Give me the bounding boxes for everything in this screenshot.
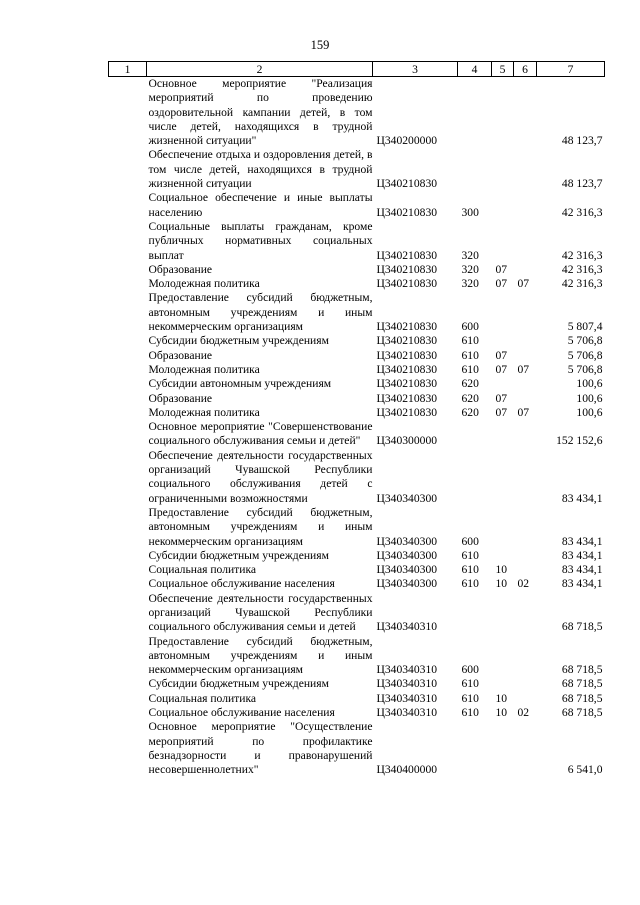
row-section-cell — [492, 549, 514, 563]
row-number-cell — [109, 291, 147, 334]
row-code-cell: Ц340200000 — [376, 134, 438, 148]
row-subsection-cell — [514, 506, 537, 549]
table-row — [109, 677, 605, 691]
row-expense-type-cell — [458, 420, 492, 449]
row-number-cell — [109, 392, 147, 406]
row-amount-cell: 42 316,3 — [561, 248, 603, 262]
row-name-cell: Социальные выплаты гражданам, кроме публичных нормативных социальных выплат — [148, 219, 373, 262]
row-amount-cell: 5 706,8 — [567, 362, 603, 376]
row-section-cell: 07 — [495, 405, 508, 419]
row-code-cell: Ц340340300 — [376, 548, 438, 562]
row-code-cell: Ц340300000 — [376, 434, 438, 448]
row-number-cell — [109, 706, 147, 720]
row-subsection-cell: 02 — [517, 577, 530, 591]
table-row — [109, 549, 605, 563]
row-section-cell — [492, 592, 514, 635]
row-number-cell — [109, 506, 147, 549]
row-code-cell: Ц340340310 — [376, 691, 438, 705]
table-row — [109, 349, 605, 363]
row-section-cell — [492, 720, 514, 777]
row-number-cell — [109, 334, 147, 348]
row-name-cell: Субсидии бюджетным учреждениям — [148, 677, 329, 691]
table-row — [109, 334, 605, 348]
row-name-cell: Обеспечение отдыха и оздоровления детей, в том числе детей, находящихся в трудной жизненной ситуации — [148, 148, 373, 191]
row-section-cell — [492, 291, 514, 334]
row-name-cell: Обеспечение деятельности государственных организаций Чувашской Республики социального обслуживания семьи и детей — [148, 591, 373, 634]
table-row — [109, 392, 605, 406]
row-amount-cell: 100,6 — [576, 405, 603, 419]
row-number-cell — [109, 148, 147, 191]
row-expense-type-cell: 320 — [461, 248, 479, 262]
row-name-cell: Социальная политика — [148, 563, 257, 577]
row-section-cell: 10 — [495, 563, 508, 577]
row-code-cell: Ц340210830 — [376, 362, 438, 376]
table-body — [109, 77, 605, 778]
row-name-cell: Основное мероприятие "Совершенствование социального обслуживания семьи и детей" — [148, 420, 373, 448]
row-code-cell: Ц340210830 — [376, 391, 438, 405]
row-code-cell: Ц340340310 — [376, 706, 438, 720]
row-expense-type-cell: 610 — [461, 362, 479, 376]
row-subsection-cell — [514, 148, 537, 191]
row-expense-type-cell: 610 — [461, 691, 479, 705]
row-name-cell: Образование — [148, 262, 213, 276]
row-expense-type-cell: 610 — [461, 348, 479, 362]
row-number-cell — [109, 449, 147, 506]
row-amount-cell: 83 434,1 — [561, 577, 603, 591]
row-number-cell — [109, 377, 147, 391]
table-row — [109, 563, 605, 577]
row-amount-cell: 5 807,4 — [567, 320, 603, 334]
row-name-cell: Молодежная политика — [148, 405, 260, 419]
row-expense-type-cell — [458, 77, 492, 149]
row-amount-cell: 83 434,1 — [561, 563, 603, 577]
row-expense-type-cell: 610 — [461, 548, 479, 562]
row-name-cell: Субсидии автономным учреждениям — [148, 377, 332, 391]
row-number-cell — [109, 720, 147, 777]
row-subsection-cell — [514, 563, 537, 577]
row-number-cell — [109, 263, 147, 277]
row-number-cell — [109, 592, 147, 635]
row-section-cell — [492, 191, 514, 220]
row-code-cell: Ц340210830 — [376, 320, 438, 334]
table-row — [109, 191, 605, 220]
table-row — [109, 291, 605, 334]
table-row — [109, 77, 605, 149]
row-code-cell: Ц340210830 — [376, 177, 438, 191]
row-section-cell — [492, 148, 514, 191]
row-name-cell: Субсидии бюджетным учреждениям — [148, 334, 329, 348]
row-expense-type-cell: 600 — [461, 320, 479, 334]
row-subsection-cell — [514, 334, 537, 348]
row-section-cell — [492, 677, 514, 691]
row-expense-type-cell: 620 — [461, 377, 479, 391]
row-subsection-cell — [514, 677, 537, 691]
row-code-cell: Ц340340310 — [376, 663, 438, 677]
row-number-cell — [109, 549, 147, 563]
row-expense-type-cell — [458, 720, 492, 777]
table-row — [109, 592, 605, 635]
row-code-cell: Ц340210830 — [376, 262, 438, 276]
row-subsection-cell — [514, 692, 537, 706]
row-subsection-cell — [514, 635, 537, 678]
table-header-row — [109, 62, 605, 77]
row-name-cell: Образование — [148, 348, 213, 362]
row-section-cell — [492, 449, 514, 506]
table-row — [109, 420, 605, 449]
row-code-cell: Ц340210830 — [376, 248, 438, 262]
row-amount-cell: 68 718,5 — [561, 706, 603, 720]
row-number-cell — [109, 277, 147, 291]
row-code-cell: Ц340340300 — [376, 577, 438, 591]
row-name-cell: Молодежная политика — [148, 362, 260, 376]
row-code-cell: Ц340210830 — [376, 205, 438, 219]
table-row — [109, 263, 605, 277]
row-name-cell: Предоставление субсидий бюджетным, автономным учреждениям и иным некоммерческим организациям — [148, 291, 373, 334]
row-expense-type-cell: 610 — [461, 334, 479, 348]
row-amount-cell: 42 316,3 — [561, 262, 603, 276]
row-expense-type-cell: 610 — [461, 577, 479, 591]
row-section-cell: 07 — [495, 277, 508, 291]
row-subsection-cell — [514, 392, 537, 406]
row-subsection-cell — [514, 77, 537, 149]
row-section-cell: 07 — [495, 262, 508, 276]
row-name-cell: Основное мероприятие "Реализация мероприятий по проведению оздоровительной кампании детей, в том числе детей, находящихся в трудной жизненной ситуации" — [148, 77, 373, 148]
row-name-cell: Социальное обслуживание населения — [148, 577, 335, 591]
table-row — [109, 635, 605, 678]
row-name-cell: Образование — [148, 391, 213, 405]
column-header: 3 — [373, 62, 458, 77]
table-row — [109, 577, 605, 591]
row-section-cell: 10 — [495, 577, 508, 591]
row-number-cell — [109, 363, 147, 377]
row-number-cell — [109, 406, 147, 420]
column-header: 2 — [147, 62, 373, 77]
row-section-cell: 10 — [495, 706, 508, 720]
row-subsection-cell — [514, 377, 537, 391]
row-expense-type-cell: 620 — [461, 391, 479, 405]
table-row — [109, 720, 605, 777]
row-amount-cell: 5 706,8 — [567, 334, 603, 348]
row-number-cell — [109, 677, 147, 691]
row-expense-type-cell — [458, 148, 492, 191]
row-name-cell: Субсидии бюджетным учреждениям — [148, 548, 329, 562]
row-subsection-cell — [514, 349, 537, 363]
row-amount-cell: 83 434,1 — [561, 491, 603, 505]
row-code-cell: Ц340210830 — [376, 377, 438, 391]
row-name-cell: Обеспечение деятельности государственных организаций Чувашской Республики социального обслуживания детей с ограниченными возможностями — [148, 448, 373, 505]
row-subsection-cell: 07 — [517, 277, 530, 291]
row-section-cell: 07 — [495, 348, 508, 362]
row-section-cell: 10 — [495, 691, 508, 705]
row-number-cell — [109, 563, 147, 577]
table-row — [109, 220, 605, 263]
row-section-cell: 07 — [495, 391, 508, 405]
table-row — [109, 449, 605, 506]
row-subsection-cell: 07 — [517, 405, 530, 419]
row-amount-cell: 6 541,0 — [567, 763, 603, 777]
row-code-cell: Ц340210830 — [376, 277, 438, 291]
row-amount-cell: 42 316,3 — [561, 277, 603, 291]
row-expense-type-cell: 620 — [461, 405, 479, 419]
column-header: 5 — [492, 62, 514, 77]
row-subsection-cell — [514, 449, 537, 506]
row-expense-type-cell: 320 — [461, 262, 479, 276]
row-section-cell — [492, 334, 514, 348]
column-header: 7 — [537, 62, 605, 77]
row-expense-type-cell — [458, 449, 492, 506]
row-number-cell — [109, 692, 147, 706]
row-amount-cell: 100,6 — [576, 377, 603, 391]
row-code-cell: Ц340340310 — [376, 620, 438, 634]
budget-table — [108, 61, 605, 778]
row-amount-cell: 152 152,6 — [556, 434, 603, 448]
row-subsection-cell — [514, 263, 537, 277]
row-name-cell: Социальная политика — [148, 691, 257, 705]
row-number-cell — [109, 577, 147, 591]
table-row — [109, 692, 605, 706]
row-subsection-cell — [514, 549, 537, 563]
row-name-cell: Предоставление субсидий бюджетным, автономным учреждениям и иным некоммерческим организациям — [148, 634, 373, 677]
row-subsection-cell — [514, 420, 537, 449]
row-expense-type-cell: 600 — [461, 534, 479, 548]
column-header: 1 — [109, 62, 147, 77]
row-amount-cell: 48 123,7 — [561, 134, 603, 148]
row-expense-type-cell: 300 — [461, 205, 479, 219]
table-row — [109, 148, 605, 191]
row-subsection-cell: 02 — [517, 706, 530, 720]
row-expense-type-cell: 610 — [461, 677, 479, 691]
row-code-cell: Ц340210830 — [376, 348, 438, 362]
row-number-cell — [109, 220, 147, 263]
row-amount-cell: 48 123,7 — [561, 177, 603, 191]
row-name-cell: Предоставление субсидий бюджетным, автономным учреждениям и иным некоммерческим организациям — [148, 505, 373, 548]
row-expense-type-cell: 320 — [461, 277, 479, 291]
row-section-cell — [492, 420, 514, 449]
row-section-cell — [492, 635, 514, 678]
row-code-cell: Ц340210830 — [376, 405, 438, 419]
row-name-cell: Молодежная политика — [148, 277, 260, 291]
row-name-cell: Социальное обслуживание населения — [148, 706, 335, 720]
row-number-cell — [109, 420, 147, 449]
row-subsection-cell — [514, 191, 537, 220]
table-row — [109, 706, 605, 720]
row-amount-cell: 83 434,1 — [561, 548, 603, 562]
row-number-cell — [109, 635, 147, 678]
row-subsection-cell — [514, 592, 537, 635]
row-number-cell — [109, 77, 147, 149]
row-name-cell: Основное мероприятие "Осуществление мероприятий по профилактике безнадзорности и правонарушений несовершеннолетних" — [148, 720, 373, 777]
row-section-cell — [492, 377, 514, 391]
row-code-cell: Ц340340300 — [376, 563, 438, 577]
row-code-cell: Ц340400000 — [376, 763, 438, 777]
table-row — [109, 406, 605, 420]
row-subsection-cell — [514, 720, 537, 777]
row-section-cell — [492, 506, 514, 549]
table-row — [109, 363, 605, 377]
page-number: 159 — [310, 38, 330, 52]
row-expense-type-cell — [458, 592, 492, 635]
row-section-cell — [492, 220, 514, 263]
row-subsection-cell: 07 — [517, 362, 530, 376]
row-name-cell: Социальное обеспечение и иные выплаты населению — [148, 191, 373, 219]
row-amount-cell: 68 718,5 — [561, 677, 603, 691]
row-expense-type-cell: 610 — [461, 563, 479, 577]
row-section-cell: 07 — [495, 362, 508, 376]
table-row — [109, 377, 605, 391]
table-row — [109, 506, 605, 549]
row-amount-cell: 83 434,1 — [561, 534, 603, 548]
row-amount-cell: 68 718,5 — [561, 620, 603, 634]
row-subsection-cell — [514, 291, 537, 334]
row-number-cell — [109, 349, 147, 363]
column-header: 6 — [514, 62, 537, 77]
row-amount-cell: 100,6 — [576, 391, 603, 405]
row-code-cell: Ц340340310 — [376, 677, 438, 691]
row-code-cell: Ц340210830 — [376, 334, 438, 348]
row-code-cell: Ц340340300 — [376, 491, 438, 505]
row-amount-cell: 68 718,5 — [561, 691, 603, 705]
table-row — [109, 277, 605, 291]
row-section-cell — [492, 77, 514, 149]
row-expense-type-cell: 600 — [461, 663, 479, 677]
row-code-cell: Ц340340300 — [376, 534, 438, 548]
row-number-cell — [109, 191, 147, 220]
row-expense-type-cell: 610 — [461, 706, 479, 720]
row-subsection-cell — [514, 220, 537, 263]
row-amount-cell: 42 316,3 — [561, 205, 603, 219]
row-amount-cell: 5 706,8 — [567, 348, 603, 362]
row-amount-cell: 68 718,5 — [561, 663, 603, 677]
column-header: 4 — [458, 62, 492, 77]
